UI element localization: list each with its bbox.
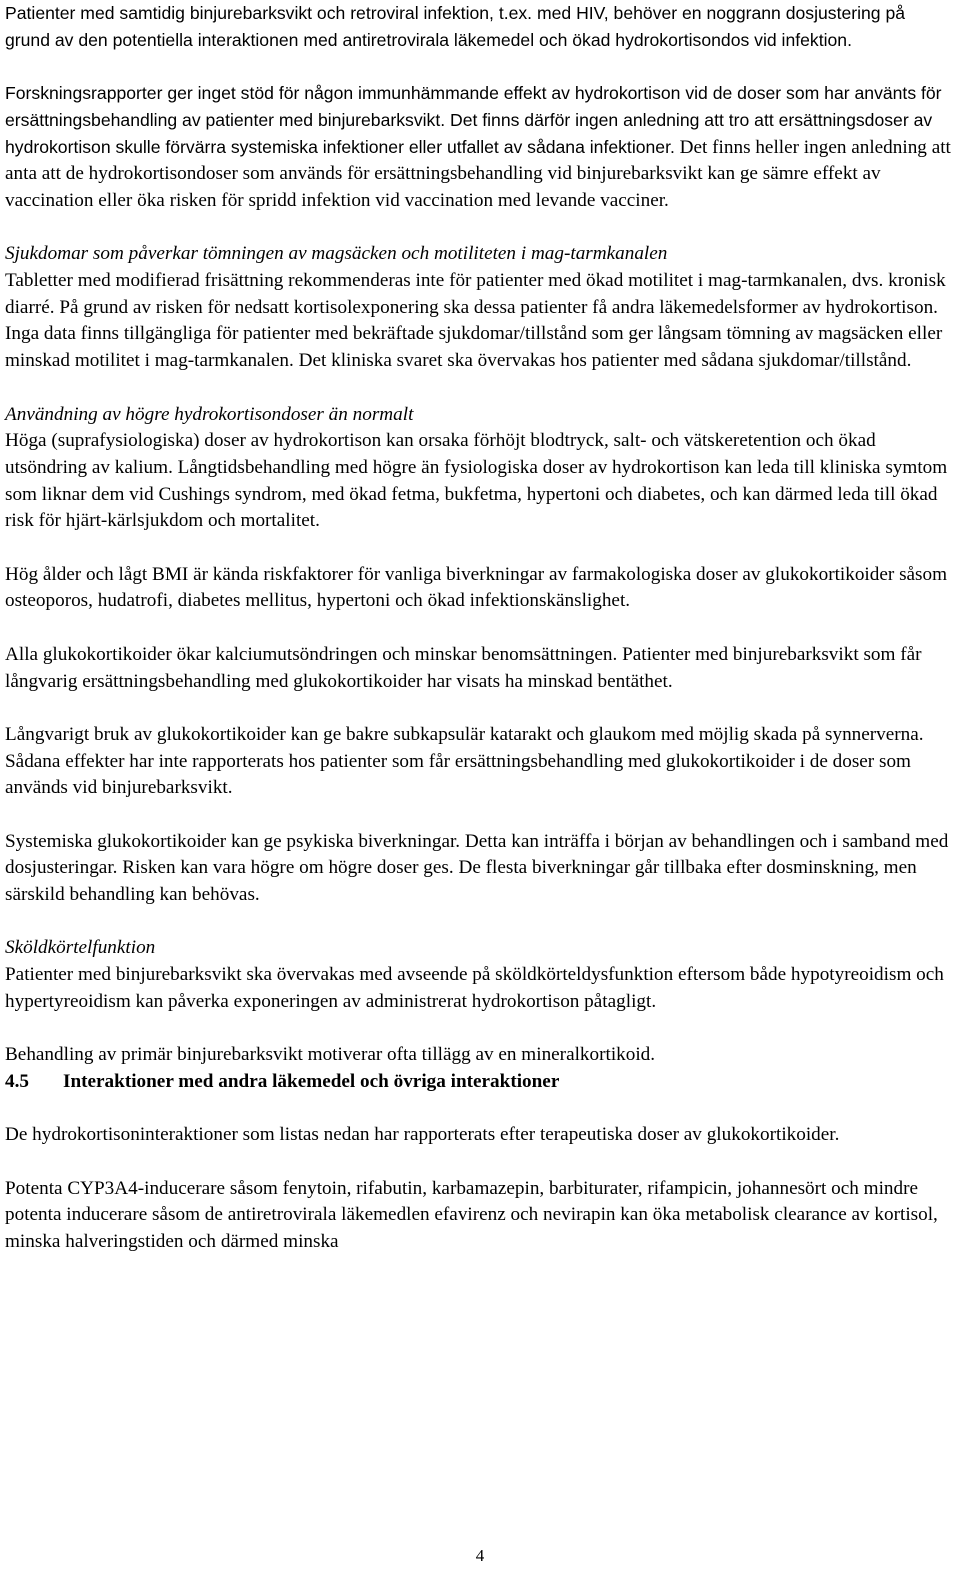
document-page <box>5 0 953 1256</box>
section-thyroid-heading: Sköldkörtelfunktion <box>5 937 156 959</box>
paragraph-age-bmi: Hög ålder och lågt BMI är kända riskfaktorer för vanliga biverkningar av farmakologiska doser av glukokortikoider såsom osteoporos, hudatrofi, diabetes mellitus, hypertoni och ökad infektionskänslighet. <box>5 563 948 612</box>
section-4-5-heading <box>5 1069 953 1096</box>
paragraph-calcium: Alla glukokortikoider ökar kalciumutsöndringen och minskar benomsättningen. Patienter med binjurebarksvikt som får långvarig ersättningsbehandling med glukokortikoider har visats ha minskad bentäthet. <box>5 643 922 692</box>
section-higher-doses <box>5 402 953 536</box>
page-number: 4 <box>475 1546 485 1565</box>
section-higher-doses-body: Höga (suprafysiologiska) doser av hydrokortison kan orsaka förhöjt blodtryck, salt- och vätskeretention och ökad utsöndring av kalium. Långtidsbehandling med högre än fysiologiska doser av hydrokortison kan leda till kliniska symtom som liknar dem vid Cushings syndrom, med ökad fetma, bukfetma, hypertoni och diabetes, och kan därmed leda till ökad risk för hjärt-kärlsjukdom och mortalitet. <box>5 430 948 532</box>
paragraph-immunosuppression-sans: Forskningsrapporter ger inget stöd för någon immunhämmande effekt av hydrokortison vid de doser som har använts för ersättningsbehandling av patienter med binjurebarksvikt. Det finns därför ingen anledning att tro att ersättningsdoser av hydrokortison skulle förvärra systemiska infektioner eller utfallet av sådana infektioner. <box>5 83 942 157</box>
section-gi-motility-heading: Sjukdomar som påverkar tömningen av magsäcken och motiliteten i mag-tarmkanalen <box>5 243 668 265</box>
section-title: Interaktioner med andra läkemedel och övriga interaktioner <box>63 1070 560 1092</box>
paragraph-cyp3a4: Potenta CYP3A4-inducerare såsom fenytoin, rifabutin, karbamazepin, barbiturater, rifampicin, johannesört och mindre potenta inducerare såsom de antiretrovirala läkemedlen efavirenz och nevirapin kan öka metabolisk clearance av kortisol, minska halveringstiden och därmed minska <box>5 1177 938 1253</box>
paragraph-psychiatric: Systemiska glukokortikoider kan ge psykiska biverkningar. Detta kan inträffa i början av behandlingen och i samband med dosjusteringar. Risken kan vara högre om högre doser ges. De flesta biverkningar går tillbaka efter dosminskning, men särskild behandling kan behövas. <box>5 830 949 906</box>
section-gi-motility <box>5 241 953 375</box>
paragraph-immunosuppression-serif: Det finns heller ingen anledning att anta att de hydrokortisondoser som används för ersättningsbehandling vid binjurebarksvikt kan ge sämre effekt av vaccination eller öka risken för spridd infektion vid vaccination med levande vacciner. <box>5 136 951 211</box>
paragraph-immunosuppression <box>5 80 953 215</box>
paragraph-mineralocorticoid: Behandling av primär binjurebarksvikt motiverar ofta tillägg av en mineralkortikoid. <box>5 1044 656 1066</box>
section-thyroid-body: Patienter med binjurebarksvikt ska övervakas med avseende på sköldkörteldysfunktion eftersom både hypotyreoidism och hypertyreoidism kan påverka exponeringen av administrerat hydrokortison påtagligt. <box>5 964 944 1012</box>
section-number: 4.5 <box>5 1070 29 1092</box>
section-thyroid <box>5 935 953 1015</box>
paragraph-hiv-dosing: Patienter med samtidig binjurebarksvikt och retroviral infektion, t.ex. med HIV, behöver en noggrann dosjustering på grund av den potentiella interaktionen med antiretrovirala läkemedel och ökad hydrokortisondos vid infektion. <box>5 3 906 50</box>
section-higher-doses-heading: Användning av högre hydrokortisondoser än normalt <box>5 403 414 425</box>
paragraph-eye-effects: Långvarigt bruk av glukokortikoider kan ge bakre subkapsulär katarakt och glaukom med möjlig skada på synnerverna. Sådana effekter har inte rapporterats hos patienter som får ersättningsbehandling med glukokortikoider i de doser som används vid binjurebarksvikt. <box>5 723 924 799</box>
section-gi-motility-body: Tabletter med modifierad frisättning rekommenderas inte för patienter med ökad motilitet i mag-tarmkanalen, dvs. kronisk diarré. På grund av risken för nedsatt kortisolexponering ska dessa patienter få andra läkemedelsformer av hydrokortison. Inga data finns tillgängliga för patienter med bekräftade sjukdomar/tillstånd som ger långsam tömning av magsäcken eller minskad motilitet i mag-tarmkanalen. Det kliniska svaret ska övervakas hos patienter med sådana sjukdomar/tillstånd. <box>5 270 946 372</box>
paragraph-interactions-intro: De hydrokortisoninteraktioner som listas nedan har rapporterats efter terapeutiska doser av glukokortikoider. <box>5 1124 840 1146</box>
